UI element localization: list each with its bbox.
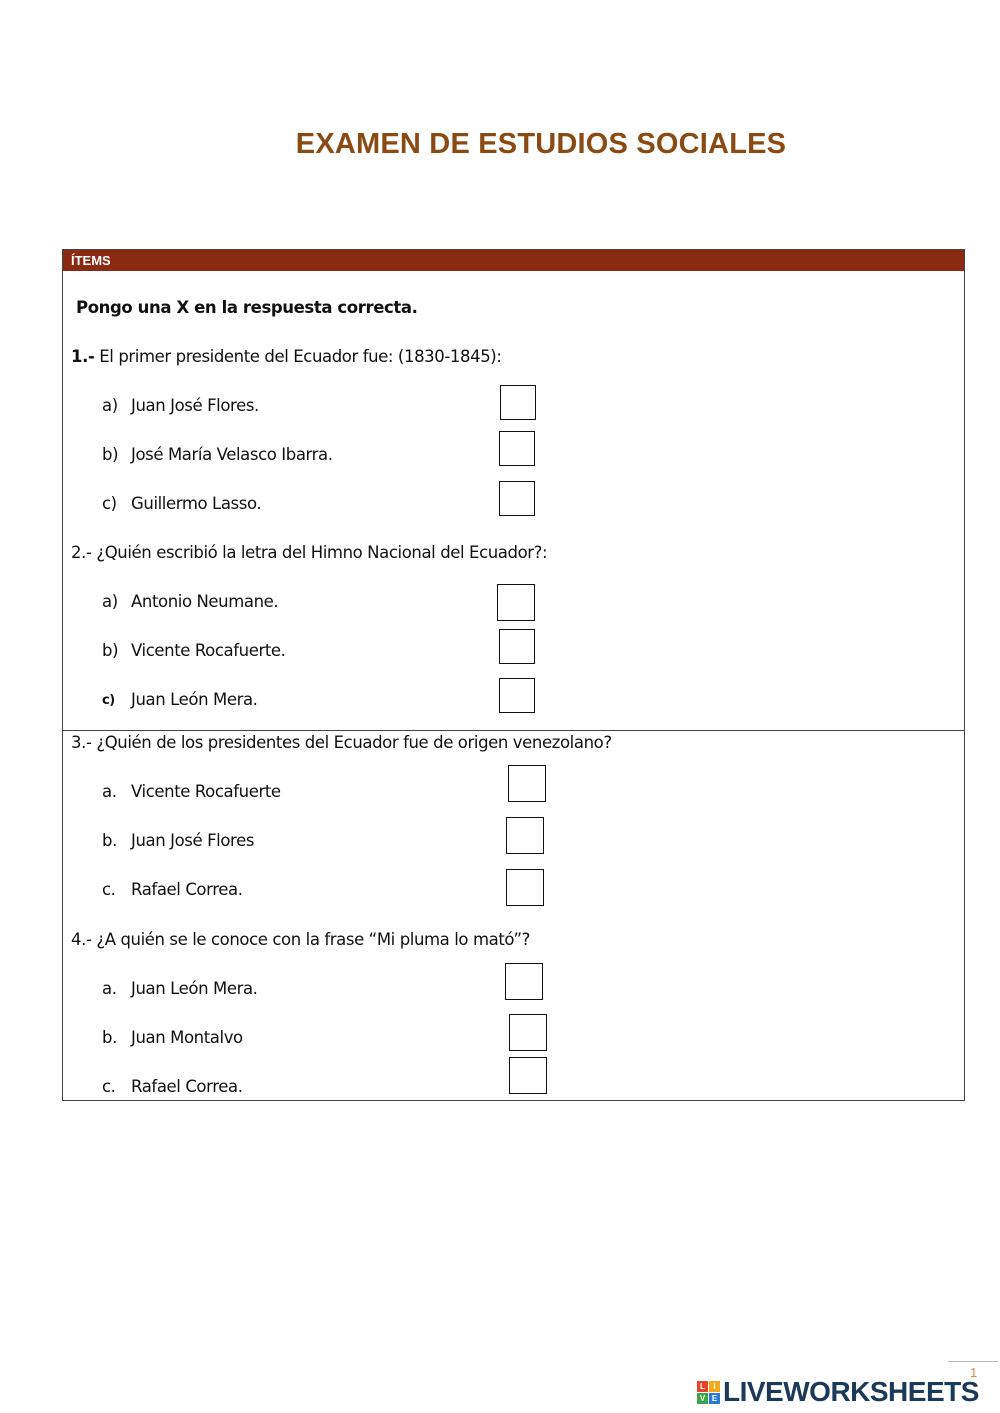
option-letter: b) — [102, 445, 119, 464]
logo-mark-icon — [697, 1381, 720, 1404]
page-number: 1 — [970, 1365, 978, 1380]
option-label: Juan Montalvo — [131, 1028, 243, 1047]
question-2-text: ¿Quién escribió la letra del Himno Nacional del Ecuador?: — [96, 543, 548, 562]
option-label: Vicente Rocafuerte. — [131, 641, 286, 660]
question-1-number: 1.- — [71, 347, 95, 366]
question-3-number: 3.- — [71, 733, 92, 752]
question-4-text: ¿A quién se le conoce con la frase “Mi pluma lo mató”? — [96, 930, 531, 949]
logo-mark-letter: V — [697, 1393, 708, 1404]
answer-checkbox-1c[interactable] — [499, 481, 535, 516]
option-label: Juan León Mera. — [131, 690, 258, 709]
exam-table — [62, 249, 965, 1101]
option-letter: c. — [102, 880, 116, 899]
option-label: Juan José Flores. — [131, 396, 259, 415]
option-label: Juan José Flores — [131, 831, 255, 850]
table-header: ÍTEMS — [63, 250, 964, 271]
option-letter: c. — [102, 1077, 116, 1096]
answer-checkbox-3c[interactable] — [506, 869, 544, 906]
option-letter: b. — [102, 831, 117, 850]
option-letter: a) — [102, 592, 118, 611]
liveworksheets-logo[interactable] — [697, 1377, 979, 1407]
question-4-number: 4.- — [71, 930, 92, 949]
answer-checkbox-4b[interactable] — [509, 1014, 547, 1051]
question-2-number: 2.- — [71, 543, 92, 562]
option-letter: a) — [102, 396, 118, 415]
question-1-text: El primer presidente del Ecuador fue: (1830-1845): — [99, 347, 502, 366]
option-label: Juan León Mera. — [131, 979, 258, 998]
option-label: Vicente Rocafuerte — [131, 782, 281, 801]
question-3 — [71, 733, 612, 752]
answer-checkbox-1a[interactable] — [500, 385, 536, 420]
answer-checkbox-3a[interactable] — [508, 765, 546, 802]
logo-mark-letter: L — [697, 1381, 708, 1392]
logo-text: LIVEWORKSHEETS — [723, 1376, 979, 1407]
option-label: Guillermo Lasso. — [131, 494, 262, 513]
option-label: José María Velasco Ibarra. — [131, 445, 333, 464]
answer-checkbox-4a[interactable] — [505, 963, 543, 1000]
instruction-text: Pongo una X en la respuesta correcta. — [76, 298, 418, 317]
option-letter: a. — [102, 979, 117, 998]
footer-divider — [948, 1361, 998, 1362]
answer-checkbox-2a[interactable] — [497, 584, 535, 621]
question-3-text: ¿Quién de los presidentes del Ecuador fue de origen venezolano? — [96, 733, 612, 752]
option-letter: a. — [102, 782, 117, 801]
answer-checkbox-1b[interactable] — [499, 431, 535, 466]
answer-checkbox-2c[interactable] — [499, 678, 535, 713]
option-letter: b. — [102, 1028, 117, 1047]
logo-mark-letter: E — [709, 1393, 720, 1404]
option-letter: c) — [102, 693, 115, 708]
option-letter: c) — [102, 494, 117, 513]
table-row-divider — [63, 730, 964, 731]
option-label: Rafael Correa. — [131, 880, 243, 899]
option-letter: b) — [102, 641, 119, 660]
question-2 — [71, 543, 547, 562]
question-4 — [71, 930, 530, 949]
option-label: Antonio Neumane. — [131, 592, 279, 611]
logo-mark-letter: I — [709, 1381, 720, 1392]
answer-checkbox-4c[interactable] — [509, 1057, 547, 1094]
answer-checkbox-3b[interactable] — [506, 817, 544, 854]
answer-checkbox-2b[interactable] — [499, 629, 535, 664]
question-1 — [71, 347, 502, 366]
page-title: EXAMEN DE ESTUDIOS SOCIALES — [295, 128, 787, 160]
option-label: Rafael Correa. — [131, 1077, 243, 1096]
